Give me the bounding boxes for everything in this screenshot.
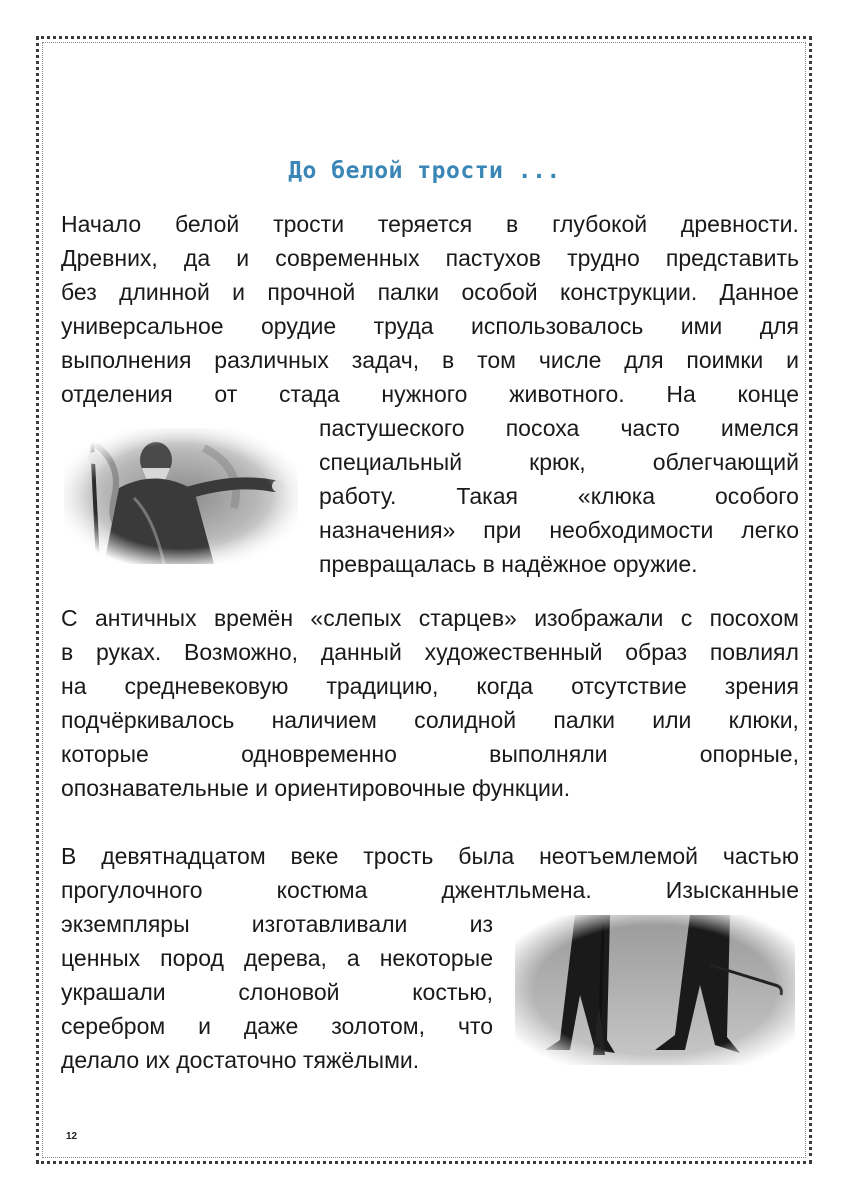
elder-illustration-icon	[64, 428, 298, 564]
text-line: пастушеского посоха часто имелся	[319, 415, 799, 441]
text-line: работу. Такая «клюка особого	[319, 483, 799, 509]
text-line: подчёркивалось наличием солидной палки или клюки,	[61, 707, 799, 733]
text-line: на средневековую традицию, когда отсутствие зрения	[61, 673, 799, 699]
text-line: специальный крюк, облегчающий	[319, 449, 799, 475]
text-line: серебром и даже золотом, что	[61, 1013, 493, 1039]
text-line: универсальное орудие труда использовалось ими для	[61, 313, 799, 339]
text-line: экземпляры изготавливали из	[61, 911, 493, 937]
text-line: Начало белой трости теряется в глубокой древности.	[61, 211, 799, 237]
text-line: прогулочного костюма джентльмена. Изысканные	[61, 877, 799, 903]
page-number: 12	[66, 1131, 78, 1142]
text-line: в руках. Возможно, данный художественный образ повлиял	[61, 639, 799, 665]
text-line: Древних, да и современных пастухов трудно представить	[61, 245, 799, 271]
page-title: До белой трости ...	[288, 158, 561, 184]
text-line: выполнения различных задач, в том числе для поимки и	[61, 347, 799, 373]
text-line: превращалась в надёжное оружие.	[319, 551, 698, 577]
elder-with-staff-image	[64, 428, 298, 564]
gentlemen-with-canes-image	[515, 915, 795, 1065]
text-line: украшали слоновой костью,	[61, 979, 493, 1005]
text-line: делало их достаточно тяжёлыми.	[61, 1047, 420, 1073]
text-line: отделения от стада нужного животного. На конце	[61, 381, 799, 407]
text-line: ценных пород дерева, а некоторые	[61, 945, 493, 971]
text-line: назначения» при необходимости легко	[319, 517, 799, 543]
text-line: которые одновременно выполняли опорные,	[61, 741, 799, 767]
gentlemen-photo-icon	[515, 915, 795, 1065]
text-line: без длинной и прочной палки особой конструкции. Данное	[61, 279, 799, 305]
text-line: опознавательные и ориентировочные функции.	[61, 775, 571, 801]
text-line: В девятнадцатом веке трость была неотъемлемой частью	[61, 843, 799, 869]
text-line: С античных времён «слепых старцев» изображали с посохом	[61, 605, 799, 631]
